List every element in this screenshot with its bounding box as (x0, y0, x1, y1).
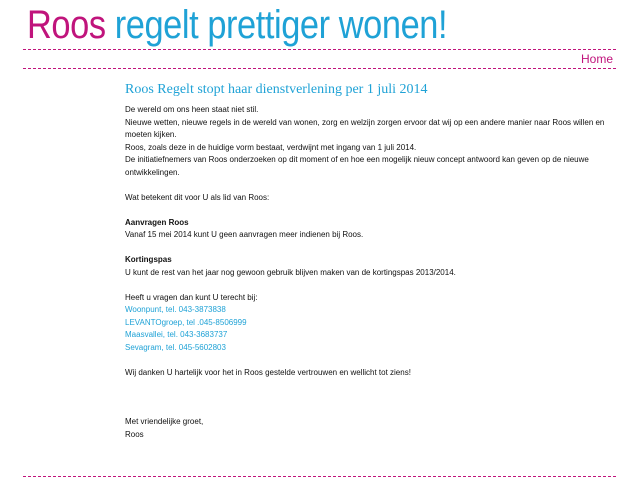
contact-intro: Heeft u vragen dan kunt U terecht bij: (125, 292, 258, 302)
section-text-kortingspas: U kunt de rest van het jaar nog gewoon gebruik blijven maken van de kortingspas 2013/2014. (125, 267, 456, 277)
intro-line: Nieuwe wetten, nieuwe regels in de wereld van wonen, zorg en welzijn zorgen ervoor dat wij op een andere manier naar Roos willen en moeten kijken. (125, 117, 605, 139)
header-divider-top (23, 49, 616, 50)
thanks-text: Wij danken U hartelijk voor het in Roos gestelde vertrouwen en wellicht tot ziens! (125, 367, 411, 377)
main-content (125, 82, 620, 441)
site-tagline: regelt prettiger wonen! (105, 3, 448, 47)
intro-line: Roos, zoals deze in de huidige vorm bestaat, verdwijnt met ingang van 1 juli 2014. (125, 142, 417, 152)
site-header (27, 3, 447, 47)
section-heading-aanvragen: Aanvragen Roos (125, 217, 189, 227)
section-text-aanvragen: Vanaf 15 mei 2014 kunt U geen aanvragen meer indienen bij Roos. (125, 230, 364, 239)
signature-text: Roos (125, 429, 144, 439)
contact-link-levantogroep[interactable]: LEVANTOgroep, tel .045-8506999 (125, 317, 247, 327)
contact-link-maasvallei[interactable]: Maasvallei, tel. 043-3683737 (125, 330, 228, 339)
contact-link-woonpunt[interactable]: Woonpunt, tel. 043-3873838 (125, 305, 226, 314)
closing-text: Met vriendelijke groet, (125, 417, 204, 426)
header-divider-bottom (23, 68, 616, 69)
intro-line: De initiatiefnemers van Roos onderzoeken op dit moment of en hoe een mogelijk nieuw concept antwoord kan geven op de nieuwe ontwikkelingen. (125, 155, 589, 177)
question-text: Wat betekent dit voor U als lid van Roos: (125, 192, 270, 202)
intro-line: De wereld om ons heen staat niet stil. (125, 105, 259, 114)
page-title: Roos Regelt stopt haar dienstverlening per 1 juli 2014 (125, 82, 428, 97)
brand-logo-text: Roos (27, 3, 106, 47)
contact-link-sevagram[interactable]: Sevagram, tel. 045-5602803 (125, 342, 226, 352)
home-link[interactable]: Home (580, 52, 613, 66)
section-heading-kortingspas: Kortingspas (125, 255, 172, 264)
footer-divider (23, 476, 616, 477)
